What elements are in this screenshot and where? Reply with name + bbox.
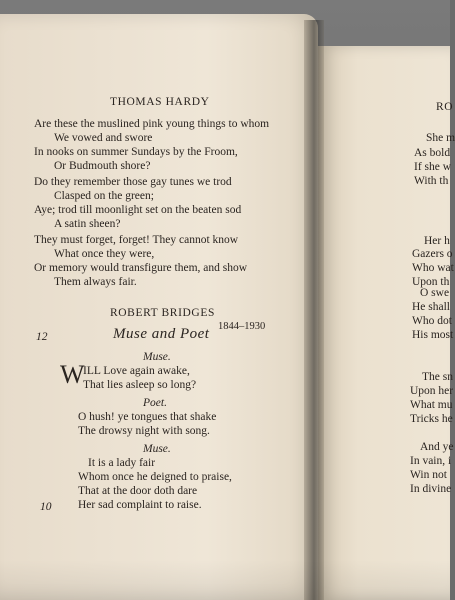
poem-line: As bold bbox=[414, 147, 451, 159]
poem-line: Upon her bbox=[410, 385, 454, 397]
poem-line: Tricks he bbox=[410, 413, 453, 425]
poem-line: The sn bbox=[422, 371, 453, 383]
poem-line: Who wat bbox=[412, 262, 454, 274]
poem-line: Clasped on the green; bbox=[54, 190, 154, 202]
poem-line: Aye; trod till moonlight set on the beaten sod bbox=[34, 204, 242, 216]
bottom-shadow bbox=[0, 560, 450, 600]
poem-line: She m bbox=[426, 132, 455, 144]
poem-line: A satin sheen? bbox=[54, 218, 121, 230]
poem-line: Or Budmouth shore? bbox=[54, 160, 151, 172]
poem-number: 12 bbox=[36, 331, 48, 343]
poem-line: ILL Love again awake, bbox=[83, 365, 190, 377]
speaker-label: Muse. bbox=[143, 351, 171, 363]
page-number: 10 bbox=[40, 501, 52, 513]
poem-line: That lies asleep so long? bbox=[83, 379, 197, 391]
poem-line: In nooks on summer Sundays by the Froom, bbox=[34, 146, 238, 158]
poem-line: It is a lady fair bbox=[88, 457, 156, 469]
poem-line: We vowed and swore bbox=[54, 132, 153, 144]
running-header-right: RO bbox=[436, 101, 454, 113]
poem-line: He shall bbox=[412, 301, 451, 313]
drop-cap: W bbox=[60, 360, 85, 389]
author-name: ROBERT BRIDGES bbox=[110, 307, 215, 319]
poem-line: In divine bbox=[410, 483, 452, 495]
poem-line: O swe bbox=[420, 287, 450, 299]
poem-line: With th bbox=[414, 175, 449, 187]
poem-line: Her h bbox=[424, 235, 450, 247]
poem-line: Gazers o bbox=[412, 248, 453, 260]
poem-line: They must forget, forget! They cannot know bbox=[34, 234, 239, 246]
poem-line: That at the door doth dare bbox=[78, 485, 198, 497]
poem-line: If she w bbox=[414, 161, 452, 173]
poem-line: Are these the muslined pink young things to whom bbox=[34, 118, 270, 130]
poem-line: In vain, i bbox=[410, 455, 452, 467]
poem-line: Her sad complaint to raise. bbox=[78, 499, 202, 511]
poem-line: Who dot bbox=[412, 315, 452, 327]
poem-line: Do they remember those gay tunes we trod bbox=[34, 176, 232, 188]
poem-line: O hush! ye tongues that shake bbox=[78, 411, 217, 423]
poem-line: Win not bbox=[410, 469, 447, 481]
poem-line: Them always fair. bbox=[54, 276, 137, 288]
book-gutter bbox=[304, 20, 324, 600]
poem-line: What mu bbox=[410, 399, 453, 411]
poem-line: Whom once he deigned to praise, bbox=[78, 471, 232, 483]
speaker-label: Muse. bbox=[143, 443, 171, 455]
speaker-label: Poet. bbox=[143, 397, 167, 409]
poem-line: Upon th bbox=[412, 276, 450, 288]
poem-line: What once they were, bbox=[54, 248, 155, 260]
author-dates: 1844–1930 bbox=[218, 321, 266, 332]
poem-line: The drowsy night with song. bbox=[78, 425, 210, 437]
poem-line: His most bbox=[412, 329, 454, 341]
poem-line: Or memory would transfigure them, and show bbox=[34, 262, 248, 274]
poem-line: And ye bbox=[420, 441, 454, 453]
running-header: THOMAS HARDY bbox=[110, 96, 210, 108]
poem-title: Muse and Poet bbox=[113, 326, 210, 342]
